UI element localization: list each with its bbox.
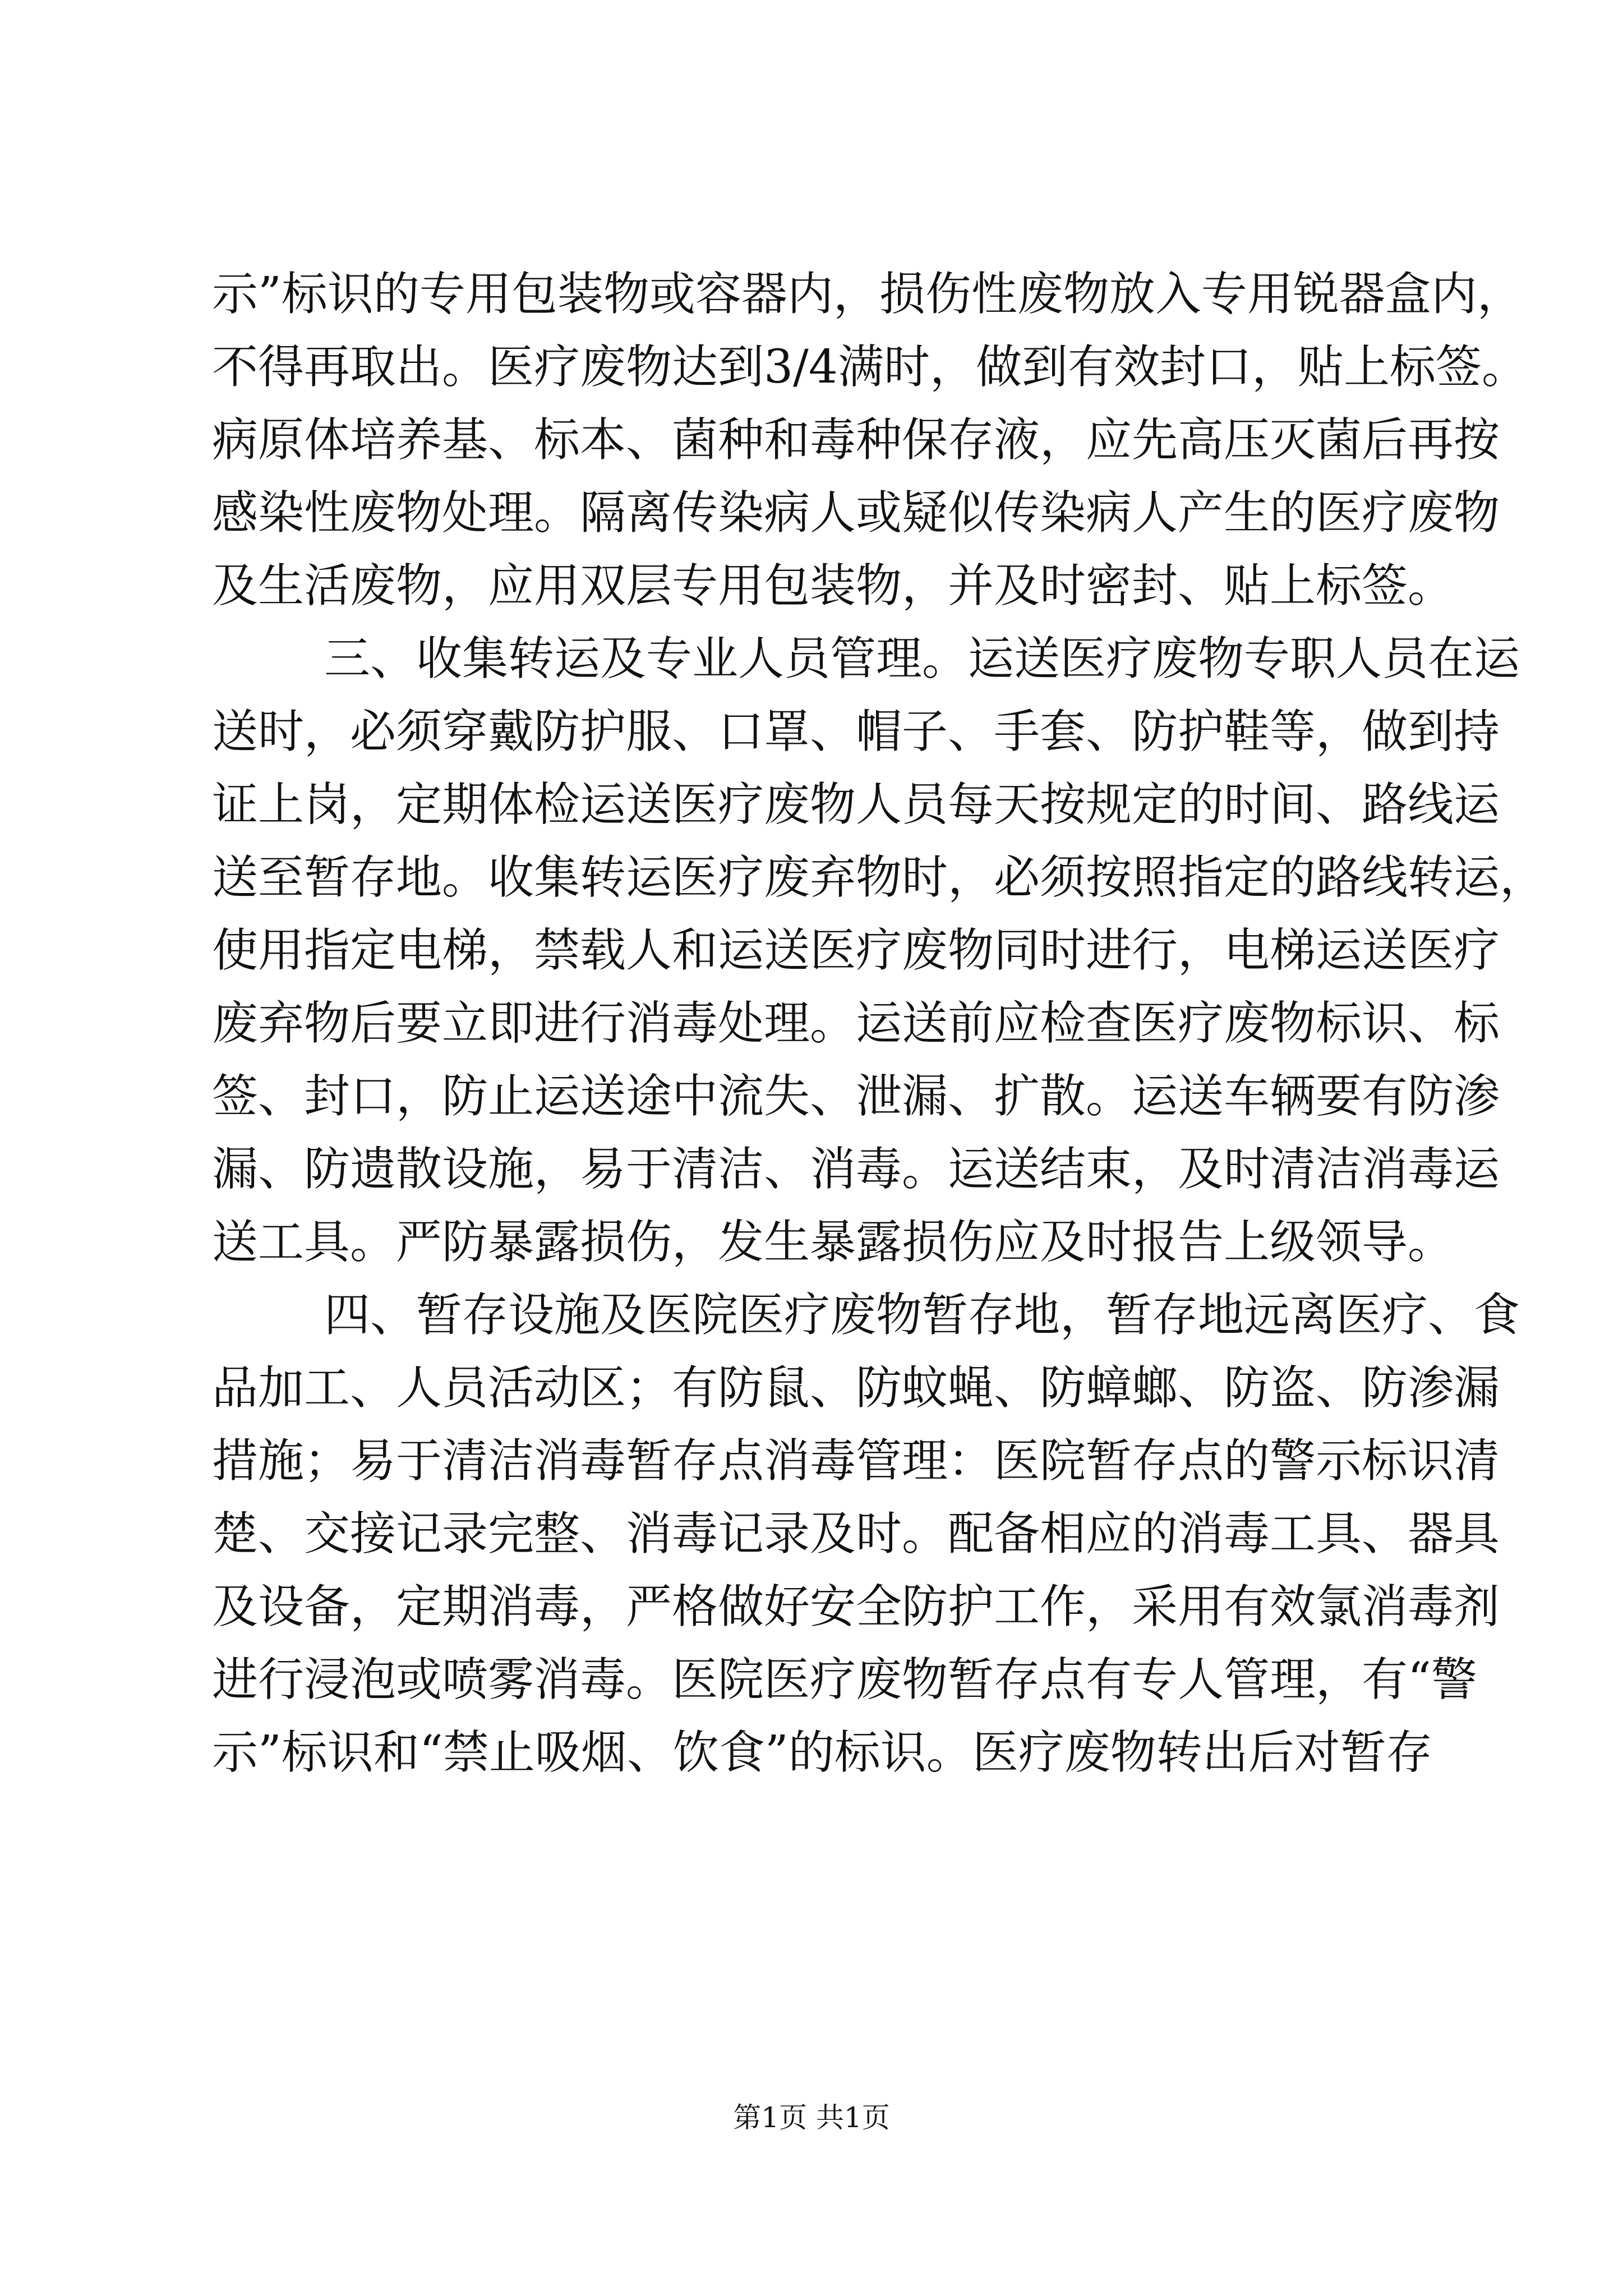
text-line: 及设备，定期消毒，严格做好安全防护工作，采用有效氯消毒剂 [212, 1580, 1500, 1634]
text-line: 楚、交接记录完整、消毒记录及时。配备相应的消毒工具、器具 [212, 1507, 1500, 1561]
text-line: 示”标识和“禁止吸烟、饮食”的标识。医疗废物转出后对暂存 [212, 1726, 1432, 1779]
text-line: 三、收集转运及专业人员管理。运送医疗废物专职人员在运 [324, 632, 1520, 685]
text-line: 感染性废物处理。隔离传染病人或疑似传染病人产生的医疗废物 [212, 486, 1500, 540]
text-line: 证上岗，定期体检运送医疗废物人员每天按规定的时间、路线运 [212, 778, 1500, 831]
text-line: 病原体培养基、标本、菌种和毒种保存液，应先高压灭菌后再按 [212, 413, 1500, 467]
text-line: 废弃物后要立即进行消毒处理。运送前应检查医疗废物标识、标 [212, 997, 1500, 1050]
text-line: 漏、防遗散设施，易于清洁、消毒。运送结束，及时清洁消毒运 [212, 1143, 1500, 1196]
text-line: 品加工、人员活动区；有防鼠、防蚊蝇、防蟑螂、防盗、防渗漏 [212, 1361, 1500, 1415]
text-line: 及生活废物，应用双层专用包装物，并及时密封、贴上标签。 [212, 559, 1454, 613]
paragraph-section-3 [212, 623, 1546, 1279]
paragraph-section-4 [212, 1279, 1520, 1789]
text-line: 送工具。严防暴露损伤，发生暴露损伤应及时报告上级领导。 [212, 1216, 1454, 1269]
text-line: 送时，必须穿戴防护服、口罩、帽子、手套、防护鞋等，做到持 [212, 705, 1500, 758]
text-line: 四、暂存设施及医院医疗废物暂存地，暂存地远离医疗、食 [324, 1289, 1520, 1342]
text-line: 不得再取出。医疗废物达到3/4满时，做到有效封口，贴上标签。 [212, 341, 1528, 394]
text-line: 签、封口，防止运送途中流失、泄漏、扩散。运送车辆要有防渗 [212, 1070, 1500, 1123]
text-line: 进行浸泡或喷雾消毒。医院医疗废物暂存点有专人管理，有“警 [212, 1653, 1477, 1706]
text-line: 使用指定电梯，禁载人和运送医疗废物同时进行，电梯运送医疗 [212, 924, 1500, 977]
text-line: 示”标识的专用包装物或容器内，损伤性废物放入专用锐器盒内， [212, 268, 1523, 321]
document-body [212, 258, 1546, 1789]
paragraph-1 [212, 258, 1528, 623]
page-footer: 第1页 共1页 [733, 2101, 890, 2134]
text-line: 措施；易于清洁消毒暂存点消毒管理：医院暂存点的警示标识清 [212, 1434, 1500, 1488]
text-line: 送至暂存地。收集转运医疗废弃物时，必须按照指定的路线转运， [212, 851, 1546, 904]
